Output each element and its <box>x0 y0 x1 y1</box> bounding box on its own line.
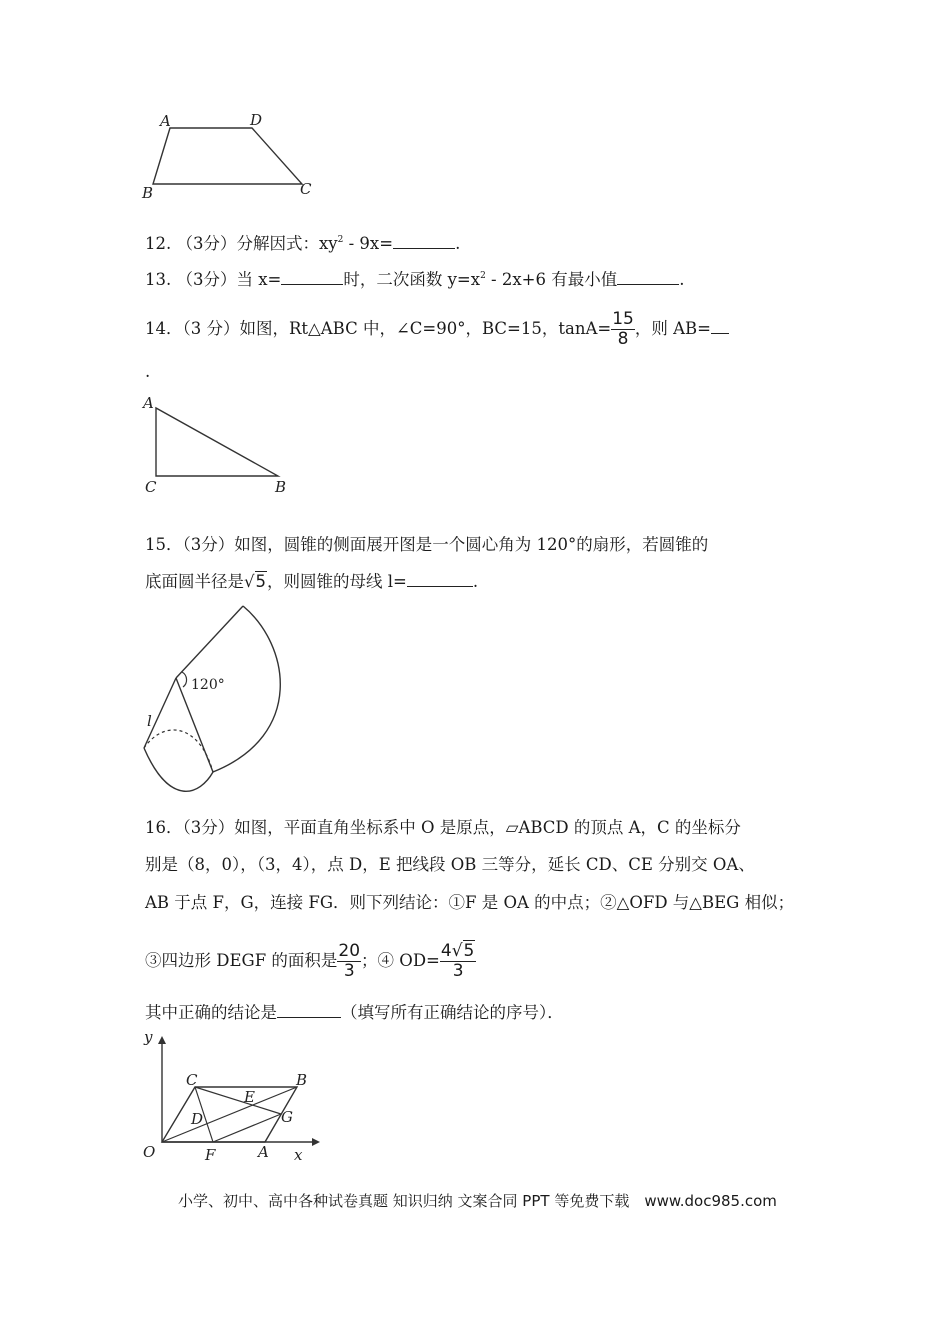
q12-exp: 2 <box>337 235 344 245</box>
q12-answer-blank[interactable] <box>393 232 455 249</box>
q16-area-den: 3 <box>343 961 355 981</box>
q14-text-b: ，则 AB= <box>634 319 711 338</box>
q14-end: . <box>145 362 151 381</box>
x-axis-arrow <box>312 1138 320 1146</box>
q14-answer-blank[interactable] <box>711 317 729 334</box>
right-triangle-shape <box>156 408 278 476</box>
label-D: D <box>250 111 263 129</box>
q15-sqrt: √5 <box>244 572 267 591</box>
q16-text-5a: 其中正确的结论是 <box>145 1003 277 1022</box>
cone-sector-figure <box>140 600 310 800</box>
label-A: A <box>160 112 171 130</box>
label-G: G <box>281 1108 293 1126</box>
q13-exp: 2 <box>480 271 486 281</box>
q12-text-a: 12. （3分）分解因式：xy <box>145 234 338 253</box>
q16-area-fraction <box>337 942 361 981</box>
label-A: A <box>258 1143 269 1161</box>
q16-od-coef: 4 <box>440 941 452 961</box>
question-13 <box>145 264 684 292</box>
angle-label: 120° <box>191 677 225 693</box>
q16-text-a: ③四边形 DEGF 的面积是 <box>145 951 338 970</box>
parallelogram-svg <box>140 1030 320 1170</box>
label-O: O <box>143 1143 156 1161</box>
label-B: B <box>275 478 287 496</box>
segment-CG <box>195 1087 281 1114</box>
page-footer: 小学、初中、高中各种试卷真题 知识归纳 文案合同 PPT 等免费下载 www.doc985.com <box>178 1192 777 1210</box>
label-C: C <box>300 180 312 198</box>
q13-answer-blank-1[interactable] <box>281 268 343 285</box>
label-C: C <box>145 478 157 496</box>
diagonal-OB <box>162 1087 297 1142</box>
q15-text-b: ，则圆锥的母线 l= <box>267 572 407 591</box>
question-16-line-4 <box>145 942 476 981</box>
q14-tan-fraction <box>611 310 635 349</box>
label-A: A <box>143 394 154 412</box>
trapezoid-shape <box>153 128 302 184</box>
q16-text-5b: （填写所有正确结论的序号）． <box>341 1003 564 1022</box>
cone-base-back <box>144 730 213 772</box>
segment-FG <box>213 1114 281 1142</box>
q13-answer-blank-2[interactable] <box>617 268 679 285</box>
q16-answer-blank[interactable] <box>277 1001 341 1018</box>
label-F: F <box>205 1146 216 1164</box>
question-16-line-2: 别是（8，0），（3，4），点 D，E 把线段 OB 三等分，延长 CD、CE 分别交 OA、 <box>145 855 755 874</box>
question-15-line-2 <box>145 570 478 594</box>
q16-od-num <box>440 942 477 962</box>
question-16-line-3: AB 于点 F，G，连接 FG．则下列结论：①F 是 OA 的中点；②△OFD 与△BEG 相似； <box>145 893 795 912</box>
right-triangle-figure <box>140 390 300 500</box>
q14-num: 15 <box>612 309 634 329</box>
q12-text-b: - 9x= <box>343 234 394 253</box>
q15-radicand: 5 <box>255 572 267 591</box>
parallelogram-figure <box>140 1030 320 1170</box>
q16-od-sqrt: √5 <box>451 941 475 961</box>
label-B: B <box>296 1071 308 1089</box>
q15-answer-blank[interactable] <box>407 570 473 587</box>
label-C: C <box>186 1071 198 1089</box>
question-14 <box>145 310 729 349</box>
q16-od-radicand: 5 <box>463 941 475 961</box>
cone-sector-svg <box>140 600 310 800</box>
q13-text-c: - 2x+6 有最小值 <box>485 270 618 289</box>
q13-text-b: 时，二次函数 y=x <box>343 270 481 289</box>
question-16-line-5 <box>145 1001 564 1025</box>
q12-end: . <box>455 234 461 253</box>
label-y: y <box>144 1028 153 1046</box>
y-axis-arrow <box>158 1036 166 1044</box>
label-D: D <box>191 1110 204 1128</box>
trapezoid-figure <box>140 108 320 200</box>
label-B: B <box>142 184 154 202</box>
slant-label: l <box>147 712 152 730</box>
q14-text-a: 14．（3 分）如图，Rt△ABC 中，∠C=90°，BC=15，tanA= <box>145 319 612 338</box>
trapezoid-svg <box>140 108 320 200</box>
question-15-line-1: 15．（3分）如图，圆锥的侧面展开图是一个圆心角为 120°的扇形，若圆锥的 <box>145 535 709 554</box>
angle-arc <box>182 672 187 687</box>
question-12 <box>145 228 460 256</box>
q16-od-fraction <box>440 942 477 981</box>
q16-area-num: 20 <box>338 941 361 961</box>
right-triangle-svg <box>140 390 300 500</box>
question-16-line-1: 16．（3分）如图，平面直角坐标系中 O 是原点，▱ABCD 的顶点 A，C 的坐标分 <box>145 818 741 837</box>
q16-od-den: 3 <box>452 961 464 981</box>
q16-text-b: ；④ OD= <box>361 951 440 970</box>
q15-text-a: 底面圆半径是 <box>145 572 244 591</box>
cone-base-front <box>144 748 213 791</box>
q14-den: 8 <box>617 329 629 349</box>
sector-radius <box>176 606 243 678</box>
q13-text-a: 13. （3分）当 x= <box>145 270 282 289</box>
label-x: x <box>294 1146 303 1164</box>
label-E: E <box>244 1088 255 1106</box>
q13-end: . <box>679 270 685 289</box>
q15-end: . <box>472 572 479 591</box>
